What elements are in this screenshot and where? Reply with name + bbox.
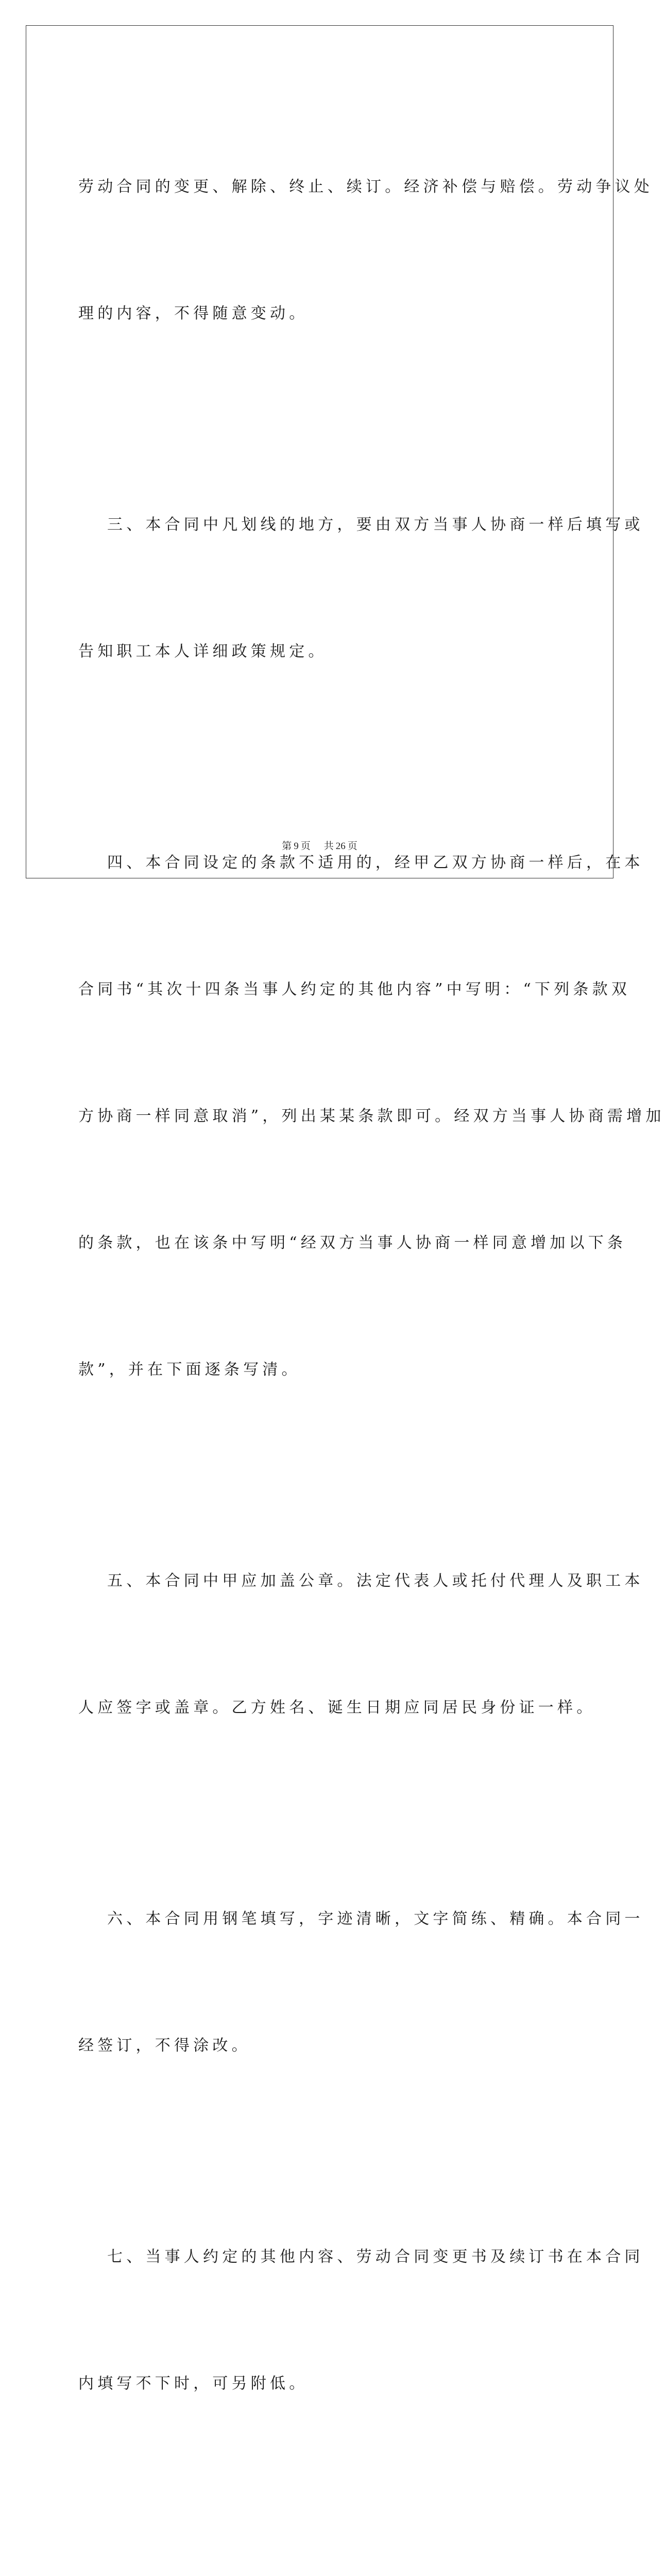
text-line: 人应签字或盖章。乙方姓名、诞生日期应同居民身份证一样。 bbox=[78, 1699, 596, 1717]
text-line: 的条款，也在该条中写明“经双方当事人协商一样同意增加以下条 bbox=[78, 1234, 627, 1252]
text-line bbox=[78, 2574, 562, 2576]
text-line: 四、本合同设定的条款不适用的，经甲乙双方协商一样后，在本 bbox=[107, 854, 644, 872]
text-line: 三、本合同中凡划线的地方，要由双方当事人协商一样后填写或 bbox=[107, 516, 644, 534]
total-suffix: 页 bbox=[347, 841, 357, 852]
page-number: 9 bbox=[294, 841, 299, 852]
page-prefix: 第 bbox=[282, 841, 292, 852]
paragraph-clause-7 bbox=[78, 2151, 644, 2489]
text-line: 方协商一样同意取消”，列出某某条款即可。经双方当事人协商需增加 bbox=[78, 1107, 665, 1125]
paragraph-continued bbox=[78, 81, 653, 419]
text-line: 理的内容，不得随意变动。 bbox=[78, 304, 309, 323]
paragraph-clause-6 bbox=[78, 1814, 644, 2151]
paragraph-clause-5 bbox=[78, 1476, 644, 1814]
document-body bbox=[78, 81, 665, 2576]
total-prefix: 共 bbox=[323, 841, 334, 852]
text-line: 七、当事人约定的其他内容、劳动合同变更书及续订书在本合同 bbox=[107, 2248, 644, 2266]
text-line: 合同书“其次十四条当事人约定的其他内容”中写明：“下列条款双 bbox=[78, 980, 631, 998]
text-line: 五、本合同中甲应加盖公章。法定代表人或托付代理人及职工本 bbox=[107, 1572, 644, 1590]
text-line: 劳动合同的变更、解除、终止、续订。经济补偿与赔偿。劳动争议处 bbox=[78, 178, 653, 196]
text-line: 内填写不下时，可另附低。 bbox=[78, 2375, 309, 2393]
text-line: 告知职工本人详细政策规定。 bbox=[78, 642, 328, 660]
text-line: 款”，并在下面逐条写清。 bbox=[78, 1361, 301, 1379]
paragraph-clause-3 bbox=[78, 419, 644, 757]
paragraph-clause-8 bbox=[78, 2489, 562, 2576]
total-pages: 26 bbox=[335, 841, 346, 852]
text-line: 六、本合同用钢笔填写，字迹清晰，文字简练、精确。本合同一 bbox=[107, 1910, 644, 1928]
page-footer bbox=[0, 838, 639, 852]
paragraph-clause-4 bbox=[78, 757, 665, 1476]
page-suffix: 页 bbox=[300, 841, 311, 852]
text-line: 经签订，不得涂改。 bbox=[78, 2037, 251, 2055]
